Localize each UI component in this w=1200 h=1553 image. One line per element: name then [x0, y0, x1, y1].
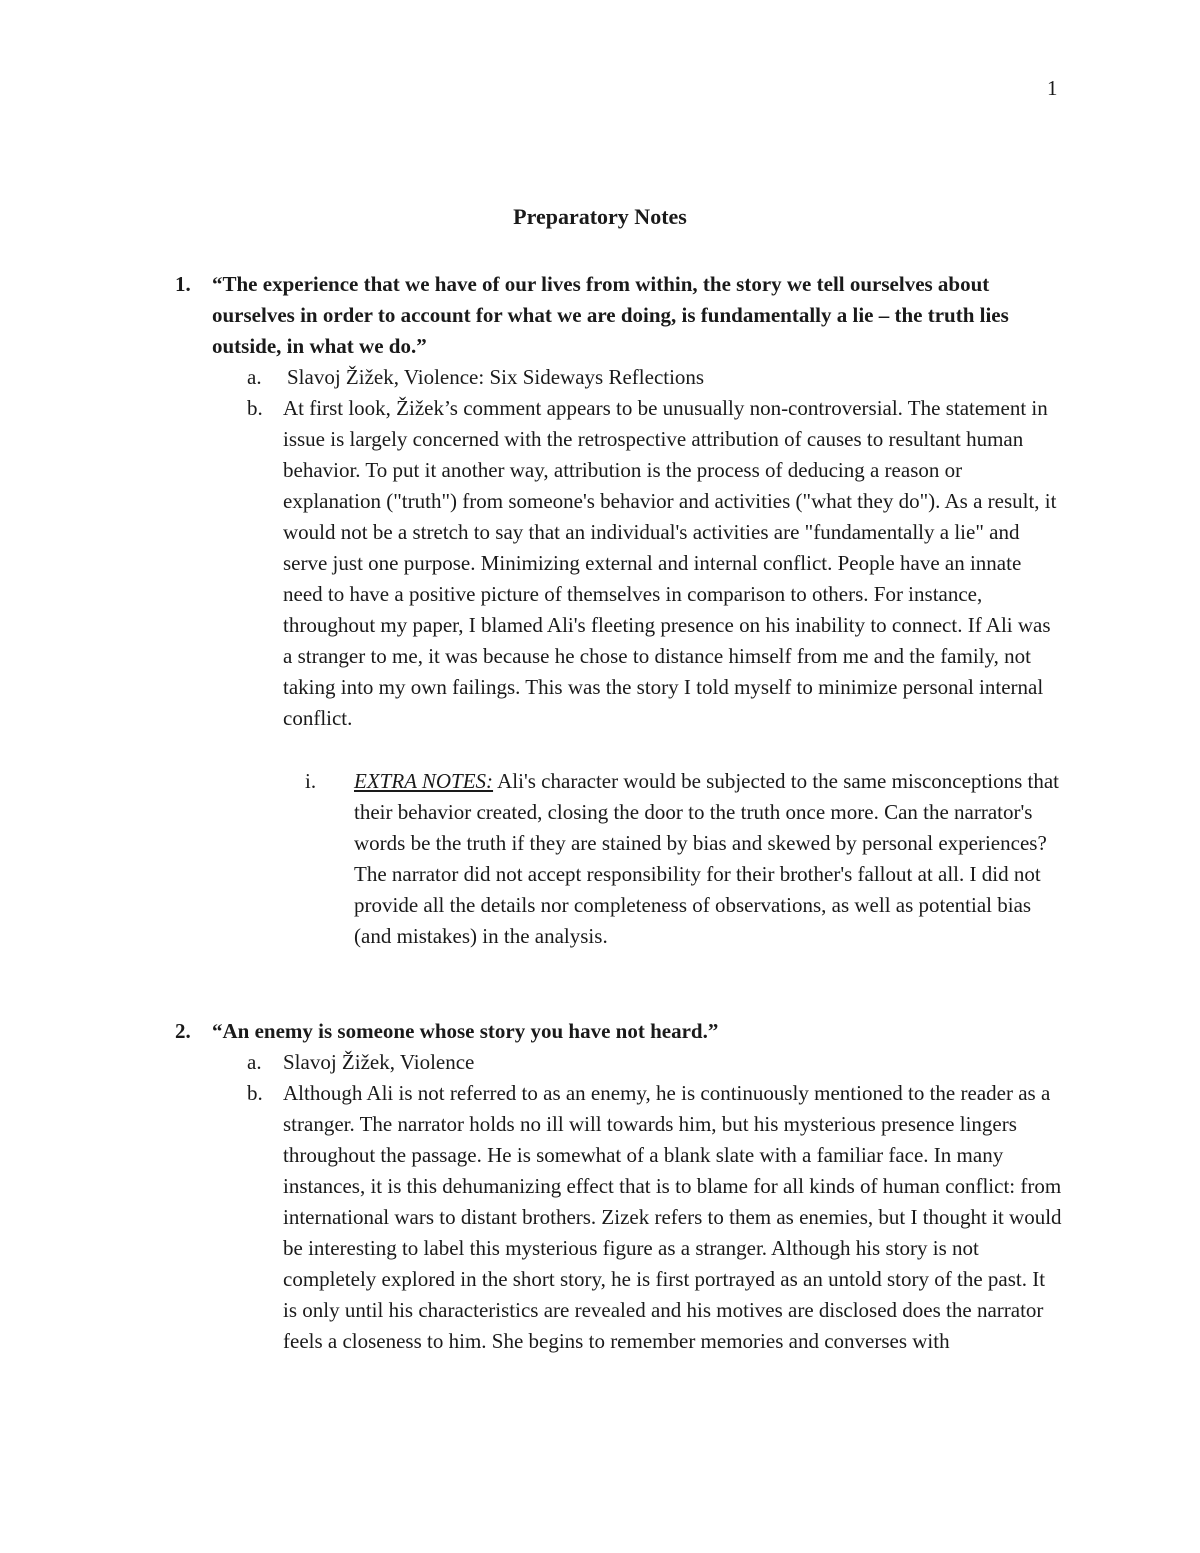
section-1-source: Slavoj Žižek, Violence: Six Sideways Reflections	[287, 365, 705, 389]
section-2-analysis: Although Ali is not referred to as an enemy, he is continuously mentioned to the reader as a stranger. The narrator holds no ill will towards him, but his mysterious presence lingers throughout the passage. He is somewhat of a blank slate with a familiar face. In many instances, it is this dehumanizing effect that is to blame for all kinds of human conflict: from international wars to distant brothers. Zizek refers to them as enemies, but I thought it would be interesting to label this mysterious figure as a stranger. Although his story is not completely explored in the short story, he is first portrayed as an untold story of the past. It is only until his characteristics are revealed and his motives are disclosed does the narrator feels a closeness to him. She begins to remember memories and converses with	[283, 1081, 1062, 1353]
section-2-source: Slavoj Žižek, Violence	[283, 1050, 475, 1074]
section-1-sub-a-marker: a.	[247, 365, 262, 389]
section-1-analysis: At first look, Žižek’s comment appears to be unusually non-controversial. The statement in issue is largely concerned with the retrospective attribution of causes to resultant human behavior. To put it another way, attribution is the process of deducing a reason or explanation ("truth") from someone's behavior and activities ("what they do"). As a result, it would not be a stretch to say that an individual's activities are "fundamentally a lie" and serve just one purpose. Minimizing external and internal conflict. People have an innate need to have a positive picture of themselves in comparison to others. For instance, throughout my paper, I blamed Ali's fleeting presence on his inability to connect. If Ali was a stranger to me, it was because he chose to distance himself from me and the family, not taking into my own failings. This was the story I told myself to minimize personal internal conflict.	[283, 396, 1057, 730]
page-title: Preparatory Notes	[513, 204, 687, 229]
section-2-number: 2.	[175, 1019, 191, 1043]
section-1-sub-b-marker: b.	[247, 396, 263, 420]
extra-notes-text: Ali's character would be subjected to the same misconceptions that their behavior created, closing the door to the truth once more. Can the narrator's words be the truth if they are stained by bias and skewed by personal experiences? The narrator did not accept responsibility for their brother's fallout at all. I did not provide all the details nor completeness of observations, as well as potential bias (and mistakes) in the analysis.	[354, 769, 1060, 948]
section-1-quote: “The experience that we have of our lives from within, the story we tell ourselves about ourselves in order to account for what we are doing, is fundamentally a lie – the truth lies outside, in what we do.”	[212, 272, 1009, 358]
section-1-number: 1.	[175, 272, 191, 296]
section-1-sub-i-marker: i.	[305, 769, 317, 793]
page-number: 1	[1047, 76, 1058, 100]
extra-notes-label: EXTRA NOTES:	[354, 769, 494, 793]
section-1-extra-notes	[354, 766, 1059, 952]
section-2-quote: “An enemy is someone whose story you have not heard.”	[212, 1019, 719, 1043]
section-2-sub-a-marker: a.	[247, 1050, 262, 1074]
section-2-sub-b-marker: b.	[247, 1081, 263, 1105]
